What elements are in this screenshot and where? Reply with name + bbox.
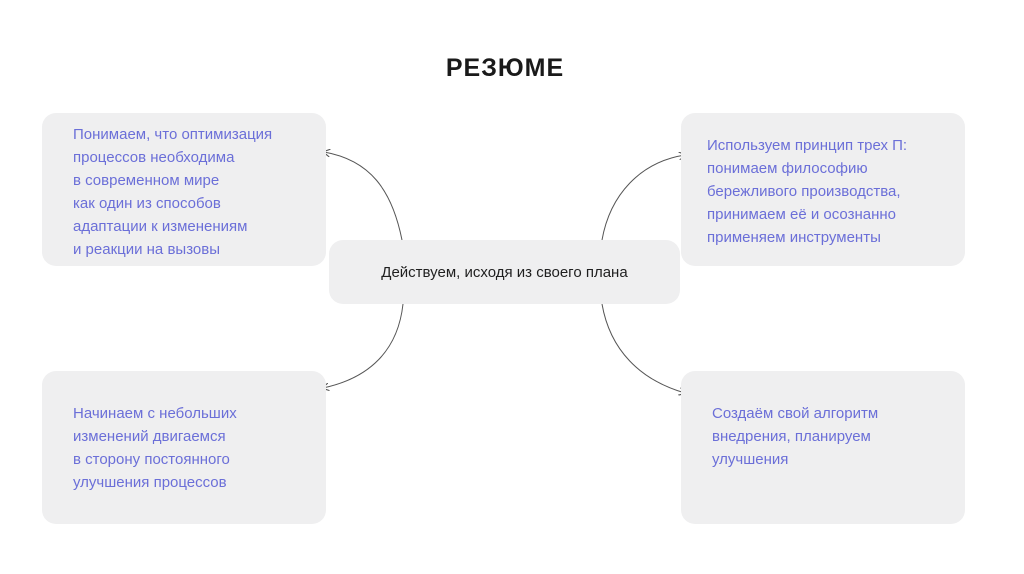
card-line: Используем принцип трех П: [707,137,908,154]
page-title: РЕЗЮМЕ [445,54,565,82]
card-line: процессов необходима [73,149,235,166]
card-line: понимаем философию [707,160,868,177]
arrow-to-bottom-left [323,304,403,388]
card-line: улучшения [712,451,789,468]
card-line: применяем инструменты [707,229,881,246]
card-bottom-left [42,371,326,524]
card-line: изменений двигаемся [73,428,226,445]
card-top-left [42,113,326,266]
card-line: внедрения, планируем [712,428,871,445]
card-line: Создаём свой алгоритм [712,405,879,422]
card-line: Начинаем с небольших [73,405,237,422]
card-line: улучшения процессов [73,474,227,491]
card-line: как один из способов [73,195,221,212]
card-line: принимаем её и осознанно [707,206,896,223]
card-top-right [681,113,965,266]
card-line: Понимаем, что оптимизация [73,126,273,143]
card-line: в сторону постоянного [73,451,230,468]
arrow-to-top-right [602,155,685,240]
center-node: Действуем, исходя из своего плана [329,240,680,304]
card-line: бережливого производства, [707,183,901,200]
arrow-to-bottom-right [602,304,685,393]
card-line: в современном мире [73,172,220,189]
arrow-to-top-left [324,152,402,240]
card-bottom-right [681,371,965,524]
card-line: адаптации к изменениям [73,218,248,235]
card-line: и реакции на вызовы [73,241,220,258]
